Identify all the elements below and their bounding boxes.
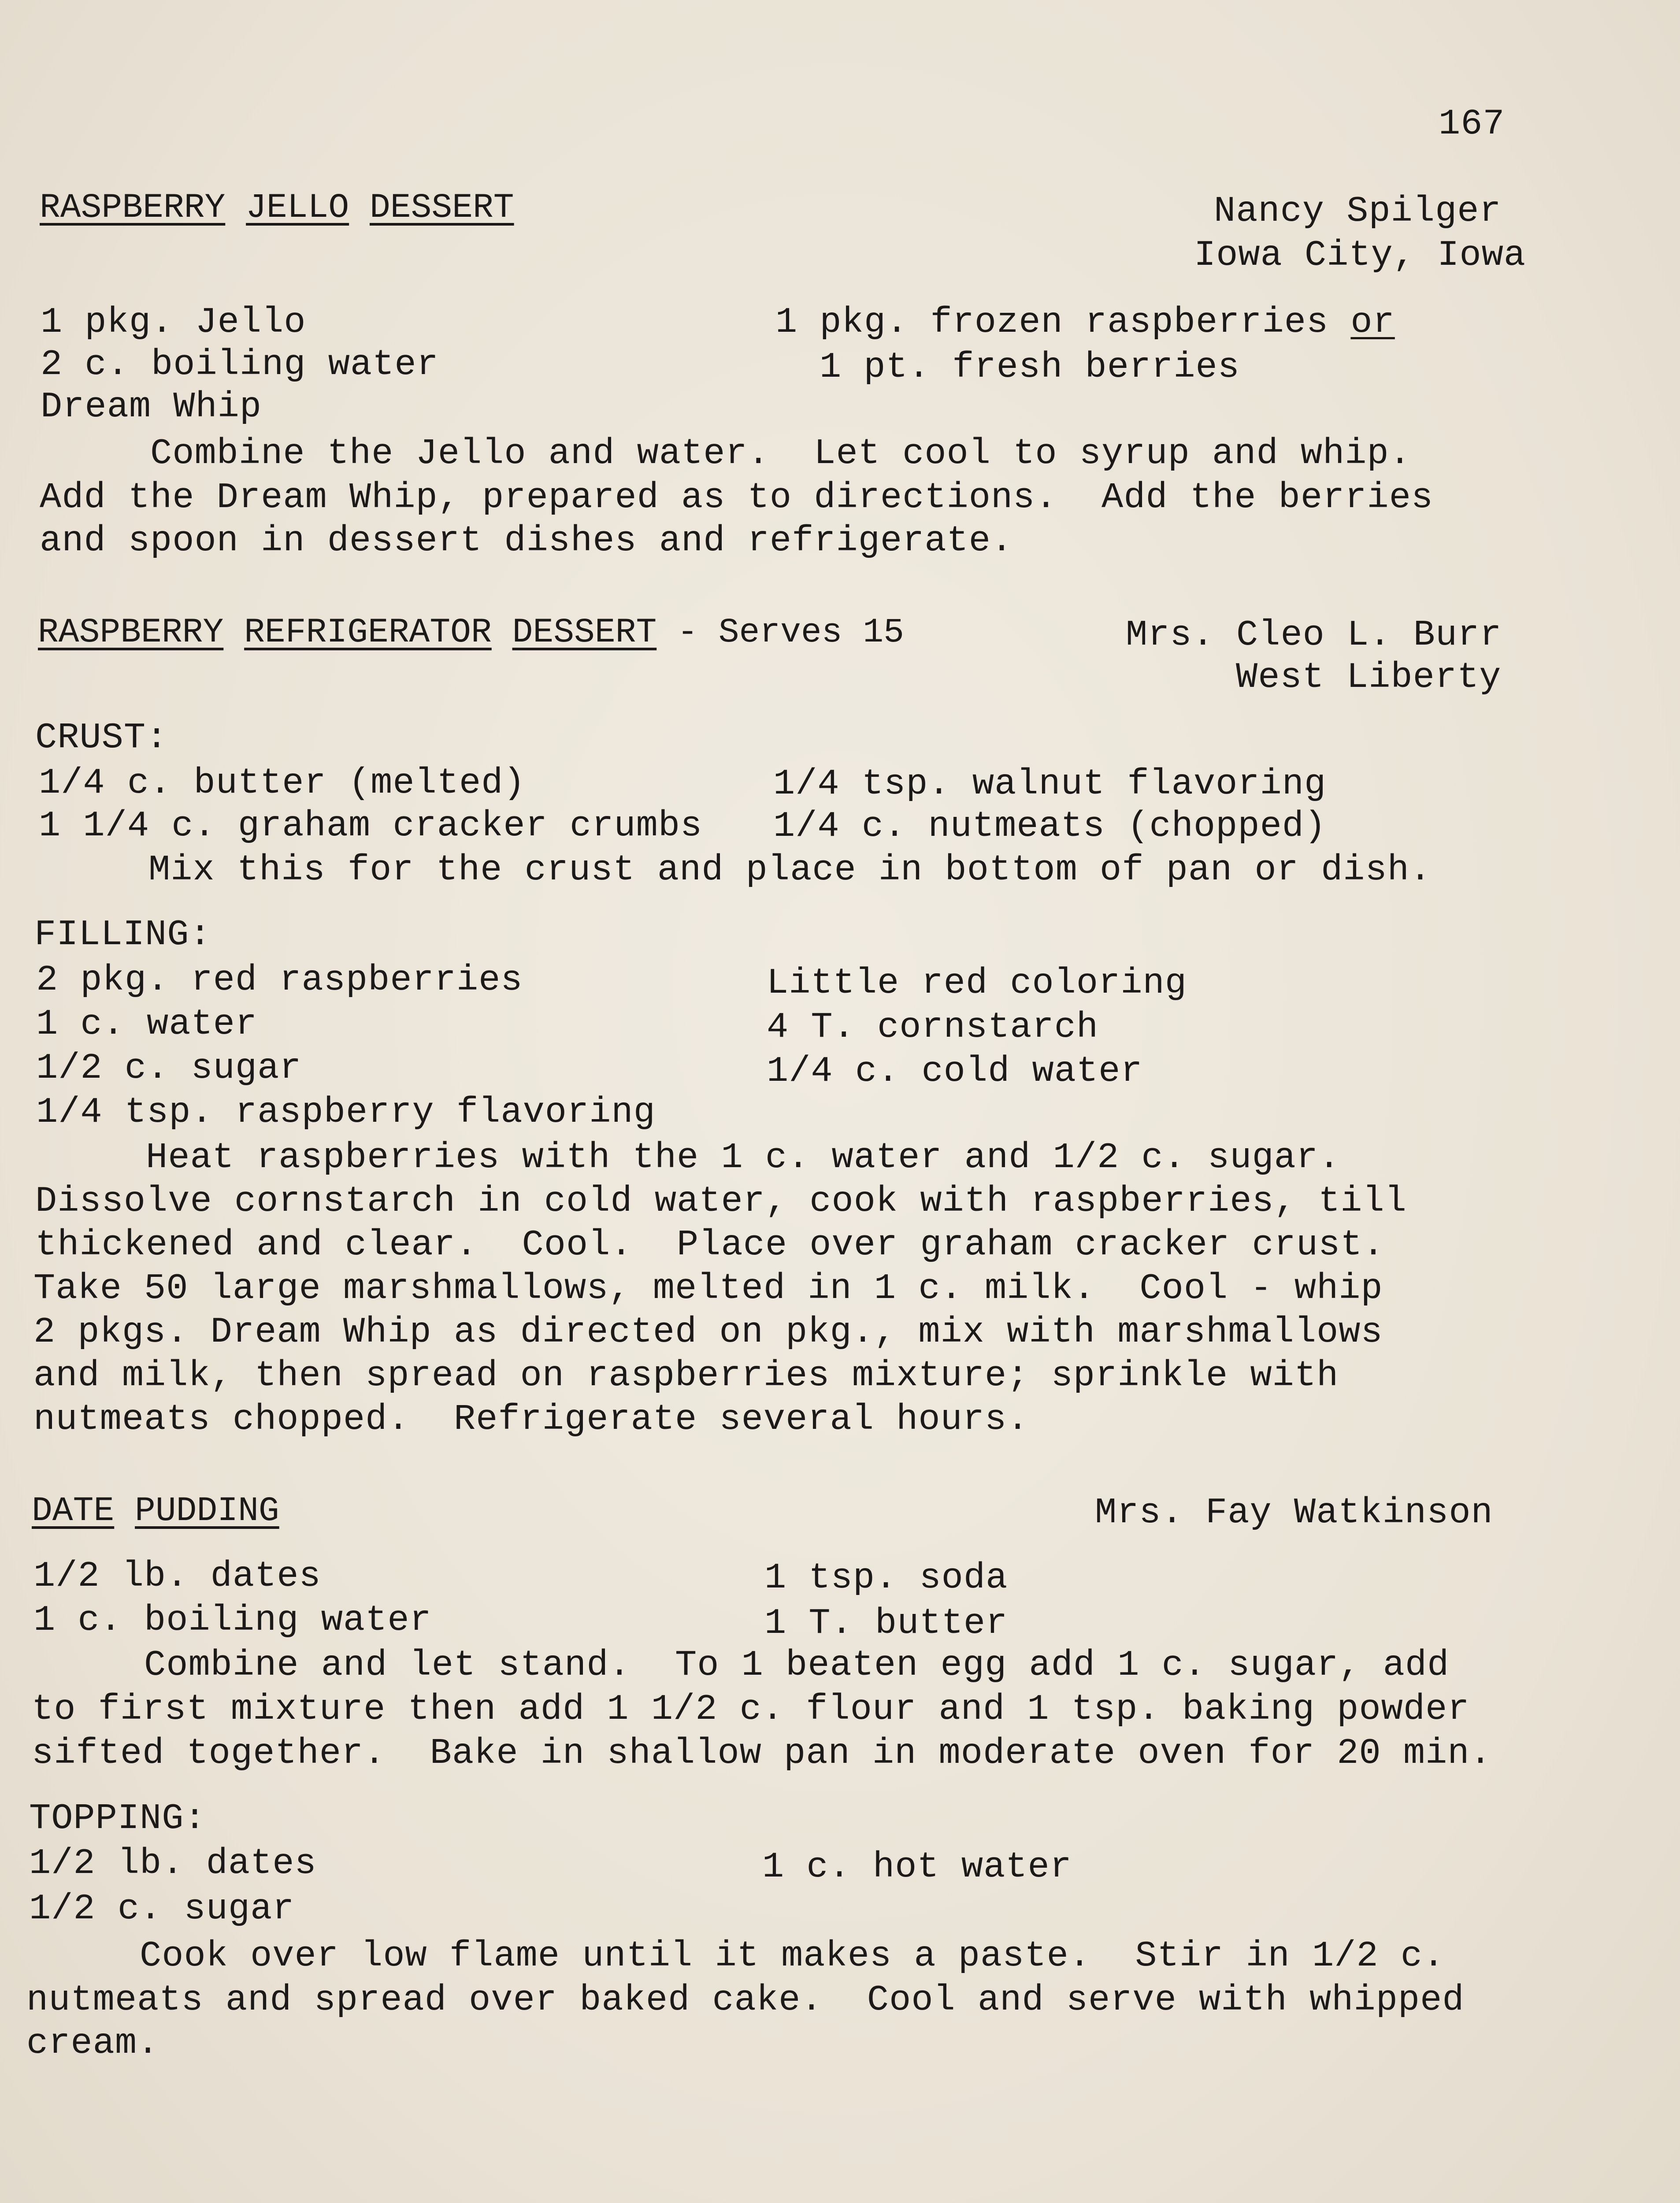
ingredient-line: 1 1/4 c. graham cracker crumbs [39,805,703,846]
method-line: to first mixture then add 1 1/2 c. flour and 1 tsp. baking powder [32,1689,1470,1730]
section-label: TOPPING: [29,1798,206,1839]
title-word: DESSERT [369,189,514,227]
title-word: DATE [32,1492,115,1531]
method-line: nutmeats chopped. Refrigerate several hours. [33,1399,1029,1440]
ingredient-line: 1/4 c. nutmeats (chopped) [773,806,1327,847]
ingredient-line: 1 pt. fresh berries [820,347,1240,388]
method-line: cream. [26,2023,159,2064]
title-word: PUDDING [135,1492,279,1531]
ingredient-line: 1/4 c. butter (melted) [39,763,526,804]
ingredient-line: 2 c. boiling water [41,344,439,385]
method-line: Mix this for the crust and place in bottom of pan or dish. [38,849,1432,890]
ingredient-line: Dream Whip [41,386,262,427]
ingredient-line: 1 pkg. Jello [41,302,306,343]
method-line: Take 50 large marshmallows, melted in 1 c. milk. Cool - whip [33,1268,1383,1309]
ingredient-line: 1/4 tsp. raspberry flavoring [36,1092,656,1133]
method-line: Dissolve cornstarch in cold water, cook with raspberries, till [35,1181,1407,1222]
ingredient-line: 1 c. boiling water [33,1600,432,1641]
title-word: RASPBERRY [40,189,226,227]
recipe-author: Mrs. Cleo L. Burr [1126,615,1502,656]
method-line: Cook over low flame until it makes a paste. Stir in 1/2 c. [29,1936,1445,1977]
recipe-title-raspberry-refrigerator-dessert [38,611,904,655]
title-word: JELLO [246,189,349,227]
ingredient-line: 1/2 lb. dates [33,1556,321,1597]
title-word: REFRIGERATOR [244,613,492,652]
method-line: Add the Dream Whip, prepared as to directions. Add the berries [40,477,1434,518]
title-word: RASPBERRY [38,613,224,652]
ingredient-line: Little red coloring [767,963,1187,1004]
ingredient-line: 1 c. water [36,1004,258,1045]
recipe-location: Iowa City, Iowa [1194,235,1526,276]
ingredient-line: 1 pkg. frozen raspberries or [775,302,1395,343]
ingredient-line: 1/4 tsp. walnut flavoring [773,764,1327,805]
method-line: sifted together. Bake in shallow pan in moderate oven for 20 min. [32,1733,1492,1774]
method-line: and milk, then spread on raspberries mixture; sprinkle with [33,1355,1339,1396]
recipe-location: West Liberty [1236,657,1502,698]
section-label: CRUST: [35,717,168,758]
section-label: FILLING: [34,914,211,955]
title-word: DESSERT [512,613,657,652]
ingredient-line: 1 T. butter [764,1603,1008,1644]
method-line: Heat raspberries with the 1 c. water and 1/2 c. sugar. [35,1137,1341,1178]
page-number: 167 [1439,104,1505,145]
recipe-author: Nancy Spilger [1214,191,1502,232]
method-line: and spoon in dessert dishes and refrigerate. [40,520,1013,561]
recipe-title-date-pudding [32,1489,279,1533]
ingredient-line: 1/4 c. cold water [767,1051,1143,1092]
method-line: Combine the Jello and water. Let cool to syrup and whip. [40,433,1411,474]
ingredient-line: 1 tsp. soda [764,1558,1008,1598]
recipe-author: Mrs. Fay Watkinson [1095,1492,1493,1533]
ingredient-line: 2 pkg. red raspberries [36,960,523,1001]
ingredient-line: 4 T. cornstarch [767,1007,1099,1048]
method-line: 2 pkgs. Dream Whip as directed on pkg., mix with marshmallows [33,1312,1383,1353]
method-line: nutmeats and spread over baked cake. Cool and serve with whipped [26,1980,1465,2021]
ingredient-line: 1 c. hot water [762,1847,1072,1888]
method-line: Combine and let stand. To 1 beaten egg add 1 c. sugar, add [33,1645,1450,1686]
ingredient-line: 1/2 c. sugar [36,1048,302,1089]
recipe-serves: - Serves 15 [677,613,904,652]
method-line: thickened and clear. Cool. Place over graham cracker crust. [35,1224,1385,1265]
ingredient-line: 1/2 c. sugar [29,1888,295,1929]
recipe-title-raspberry-jello-dessert [40,186,514,230]
ingredient-line: 1/2 lb. dates [29,1843,317,1884]
